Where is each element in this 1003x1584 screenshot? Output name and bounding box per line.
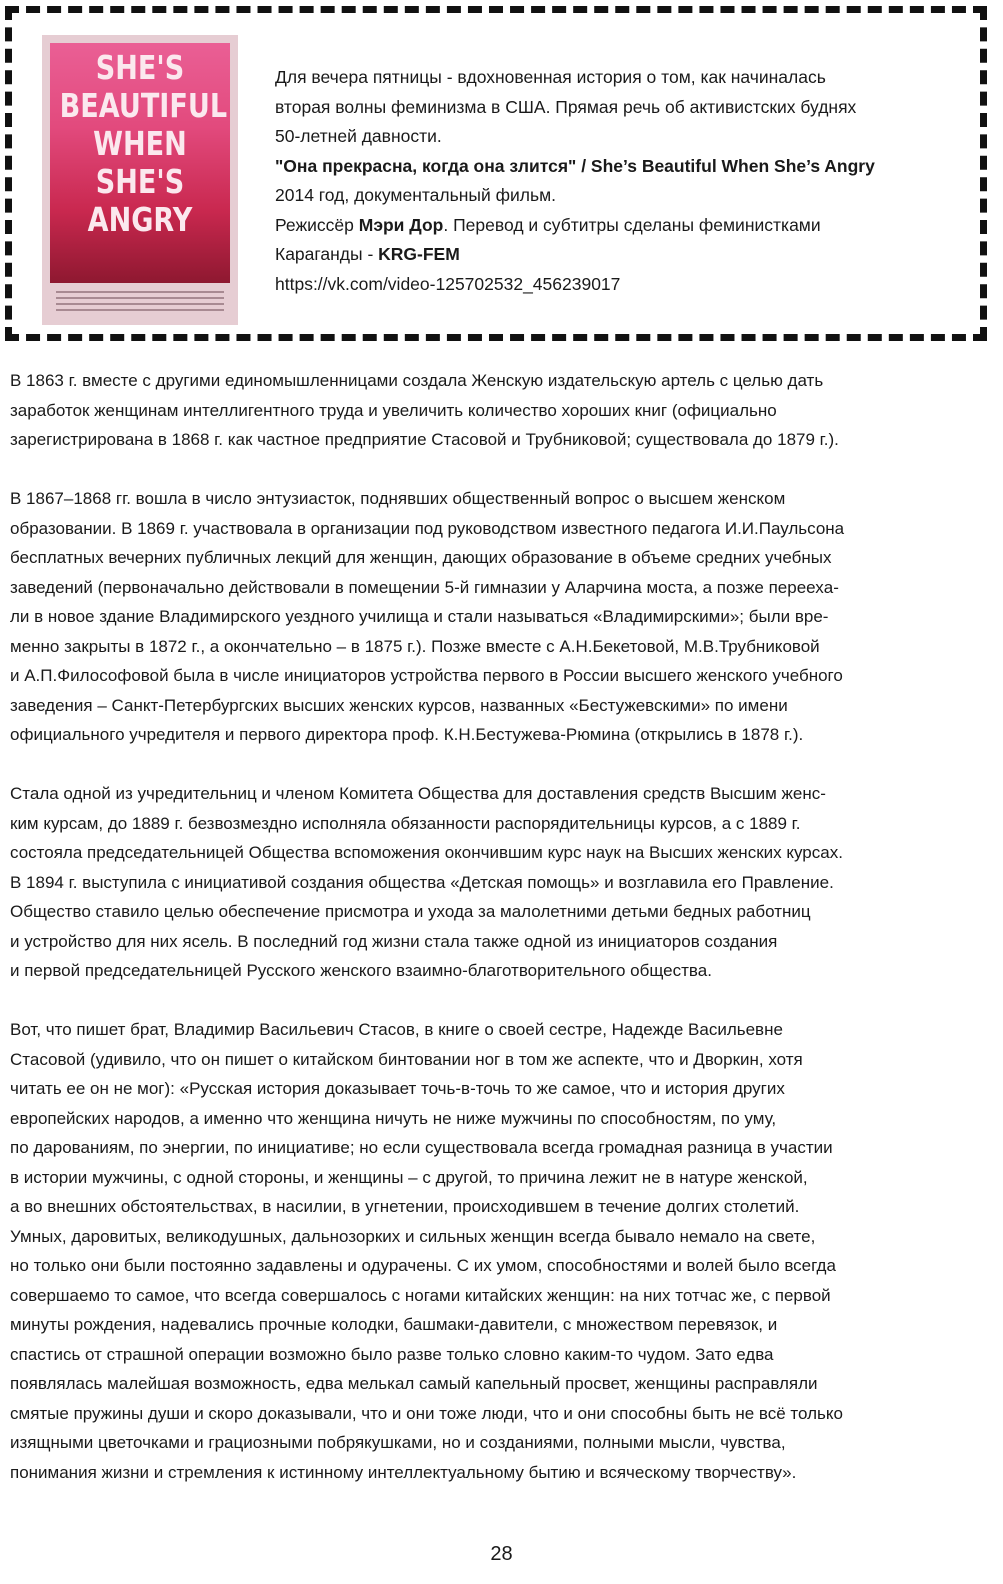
poster-title-line: BEAUTIFUL <box>59 86 228 125</box>
text-line: понимания жизни и стремления к истинному интеллектуальному бытию и всяческому творчеству». <box>10 1462 797 1482</box>
text-line: Общество ставило целью обеспечение присмотра и ухода за малолетними детьми бедных работниц <box>10 902 811 921</box>
director-suffix: . Перевод и субтитры сделаны феминистками <box>443 214 821 235</box>
film-recommendation-box <box>5 6 987 341</box>
poster-title-line: WHEN <box>93 124 187 163</box>
text-line: и А.П.Философовой была в числе инициаторов устройства первого в России высшего женского учебного <box>10 666 843 685</box>
text-line: читать ее он не мог): «Русская история доказывает точь-в-точь то же самое, что и история других <box>10 1079 785 1098</box>
poster-title-line: ANGRY <box>87 200 193 239</box>
poster-credits-block <box>56 287 224 315</box>
text-line: ли в новое здание Владимирского уездного училища и стали называться «Владимирскими»; были вре- <box>10 607 829 626</box>
paragraph <box>10 484 995 750</box>
text-line: в истории мужчины, с одной стороны, и женщины – с другой, то причина лежит не в натуре женской, <box>10 1167 808 1187</box>
text-line: Стала одной из учредительниц и членом Комитета Общества для доставления средств Высшим женс- <box>10 784 826 803</box>
poster-title-line: SHE'S <box>95 162 185 201</box>
film-intro-line: вторая волны феминизма в США. Прямая речь об активистских буднях <box>275 96 857 117</box>
text-line: заведений (первоначально действовали в помещении 5-й гимназии у Аларчина моста, а позже переехa- <box>10 577 839 597</box>
film-description <box>275 63 975 299</box>
text-line: но только они были постоянно задавлены и одурачены. С их умом, способностями и волей было всегда <box>10 1256 836 1275</box>
text-line: и устройство для них ясель. В последний год жизни стала также одной из инициаторов создания <box>10 931 778 951</box>
text-line: В 1867–1868 гг. вошла в число энтузиасток, поднявших общественный вопрос о высшем женском <box>10 489 786 508</box>
poster-title-line: SHE'S <box>95 48 185 87</box>
credit-group: KRG-FEM <box>378 244 460 264</box>
paragraph <box>10 366 995 455</box>
text-line: состояла председательницей Общества вспоможения окончившим курс наук на Высших женских курсах. <box>10 843 843 862</box>
text-line: зарегистрирована в 1868 г. как частное предприятие Стасовой и Трубниковой; существовала до 1879 г.). <box>10 430 839 449</box>
text-line: менно закрыты в 1872 г., а окончательно – в 1875 г.). Позже вместе с А.Н.Бекетовой, М.В.Трубниковой <box>10 636 820 656</box>
text-line: заработок женщинам интеллигентного труда и увеличить количество хороших книг (официально <box>10 400 777 420</box>
text-line: спастись от страшной операции возможно было разве только словно каким-то чудом. Зато едва <box>10 1344 774 1364</box>
text-line: европейских народов, а именно что женщина ничуть не ниже мужчины по способностям, по уму, <box>10 1108 777 1128</box>
film-credit-line <box>275 240 975 270</box>
text-line: а во внешних обстоятельствах, в насилии, в угнетении, происходившем в течение долгих столетий. <box>10 1197 800 1216</box>
text-line: образовании. В 1869 г. участвовала в организации под руководством известного педагога И.И.Паульсона <box>10 518 845 538</box>
movie-poster-image <box>42 35 238 325</box>
text-line: В 1894 г. выступила с инициативой создания общества «Детская помощь» и возглавила его Правление. <box>10 872 834 892</box>
text-line: В 1863 г. вместе с другими единомышленницами создала Женскую издательскую артель с целью дать <box>10 371 824 390</box>
text-line: заведения – Санкт-Петербургских высших женских курсов, названных «Бестужевскими» по имени <box>10 695 788 715</box>
text-line: официального учредителя и первого директора проф. К.Н.Бестужева-Рюмина (открылись в 1878 г.). <box>10 725 804 744</box>
text-line: Стасовой (удивило, что он пишет о китайском бинтовании ног в том же аспекте, что и Дворкин, хотя <box>10 1049 803 1069</box>
film-intro-line: 50-летней давности. <box>275 126 442 146</box>
film-link[interactable]: https://vk.com/video-125702532_456239017 <box>275 273 621 294</box>
text-line: совершаемо то самое, что всегда совершалось с ногами китайских женщин: на них тотчас же, с первой <box>10 1285 831 1305</box>
director-name: Мэри Дор <box>358 214 444 235</box>
film-year-type: 2014 год, документальный фильм. <box>275 185 557 205</box>
credit-prefix: Караганды - <box>275 244 379 264</box>
text-line: минуты рождения, надевались прочные колодки, башмаки-давители, с множеством перевязок, и <box>10 1315 778 1334</box>
film-title: "Она прекрасна, когда она злится" / She’s Beautiful When She’s Angry <box>275 155 875 176</box>
text-line: изящными цветочками и грациозными побрякушками, но и созданиями, полными мысли, чувства, <box>10 1433 786 1452</box>
text-line: смятые пружины души и скоро доказывали, что и они тоже люди, что и они способны быть не всё только <box>10 1403 843 1423</box>
text-line: ким курсам, до 1889 г. безвозмездно исполняла обязанности распорядительницы курсов, а с 1889 г. <box>10 813 801 833</box>
paragraph <box>10 1015 995 1487</box>
article-body <box>10 366 995 1517</box>
text-line: Вот, что пишет брат, Владимир Васильевич Стасов, в книге о своей сестре, Надежде Васильевне <box>10 1020 783 1039</box>
text-line: и первой председательницей Русского женского взаимно-благотворительного общества. <box>10 961 712 980</box>
text-line: бесплатных вечерних публичных лекций для женщин, дающих образование в объеме средних учебных <box>10 548 832 567</box>
text-line: Умных, даровитых, великодушных, дальнозорких и сильных женщин всегда бывало немало на свете, <box>10 1226 816 1246</box>
paragraph <box>10 779 995 986</box>
film-director-line <box>275 211 975 241</box>
page-number: 28 <box>490 1543 513 1565</box>
poster-title <box>59 48 228 239</box>
text-line: появлялась малейшая возможность, едва мелькал самый капельный просвет, женщины расправляли <box>10 1374 818 1393</box>
text-line: по дарованиям, по энергии, по инициативе; но если существовала всегда громадная разница в участии <box>10 1138 833 1157</box>
film-intro-line: Для вечера пятницы - вдохновенная история о том, как начиналась <box>275 67 826 87</box>
director-prefix: Режиссёр <box>275 214 359 235</box>
